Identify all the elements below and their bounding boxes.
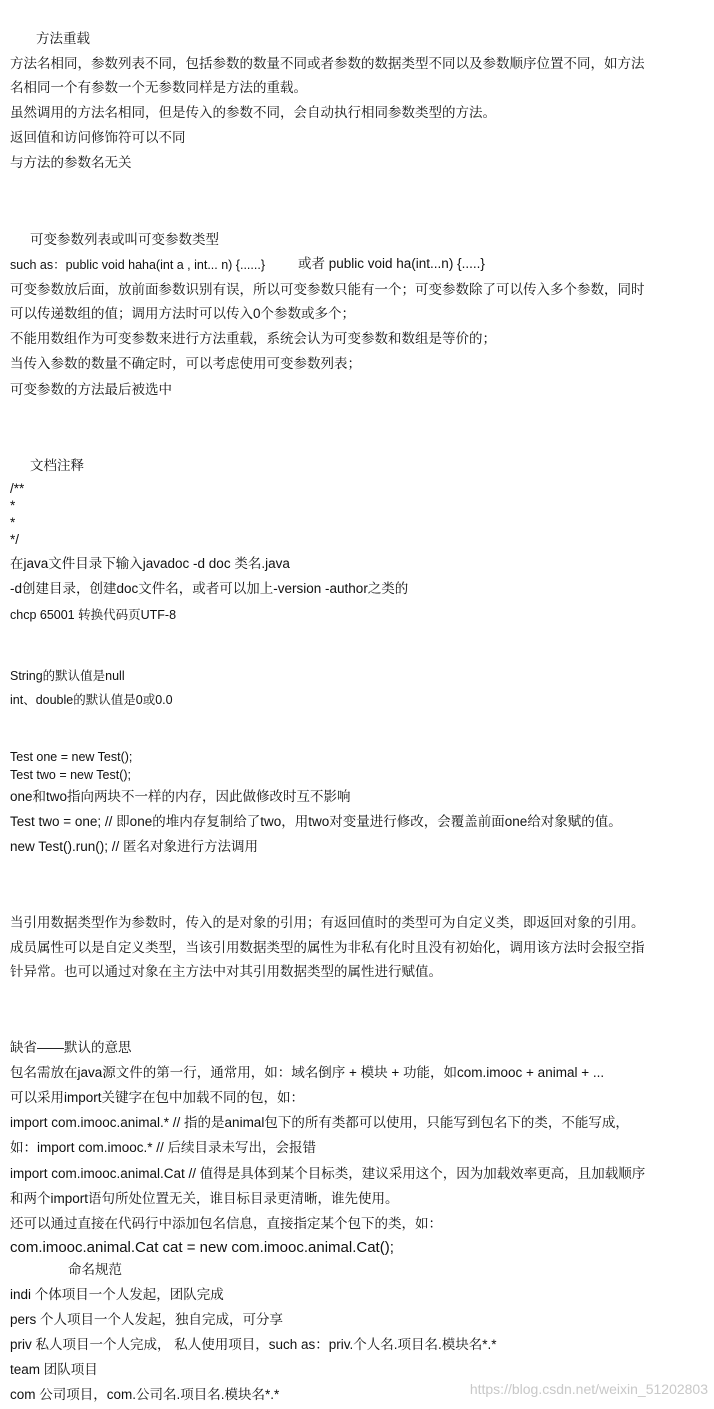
doc-comment-code: /**: [10, 481, 25, 496]
packages-line: 如：import com.imooc.* // 后续目录未写出，会报错: [10, 1140, 317, 1155]
varargs-line: 可变参数的方法最后被选中: [10, 382, 172, 397]
number-default-line: int、double的默认值是0或0.0: [10, 693, 173, 707]
packages-line: import com.imooc.animal.Cat // 值得是具体到某个目标类，建议采用这个，因为加载效率更高，且加载顺序: [10, 1166, 646, 1181]
javadoc-line: 在java文件目录下输入javadoc -d doc 类名.java: [10, 556, 290, 571]
packages-line: 包名需放在java源文件的第一行，通常用，如：域名倒序 + 模块 + 功能，如com.imooc + animal + ...: [10, 1065, 605, 1080]
string-default-line: String的默认值是null: [10, 669, 125, 683]
doc-comment-code: */: [10, 532, 20, 547]
naming-line: priv 私人项目一个人完成， 私人使用项目，such as：priv.个人名.项目名.模块名*.*: [10, 1337, 497, 1352]
overloading-heading: 方法重载: [36, 31, 90, 46]
d-option-line: -d创建目录，创建doc文件名，或者可以加上-version -author之类的: [10, 581, 409, 596]
overloading-line: 与方法的参数名无关: [10, 155, 132, 170]
varargs-line: 不能用数组作为可变参数来进行方法重载，系统会认为可变参数和数组是等价的；: [10, 331, 496, 346]
reference-line: 成员属性可以是自定义类型，当该引用数据类型的属性为非私有化时且没有初始化，调用该方法时会报空指: [10, 940, 645, 955]
objects-line: Test two = one; // 即one的堆内存复制给了two，用two对变量进行修改，会覆盖前面one给对象赋的值。: [10, 814, 622, 829]
overloading-line: 方法名相同，参数列表不同，包括参数的数量不同或者参数的数据类型不同以及参数顺序位置不同，如方法: [10, 56, 645, 71]
naming-line: pers 个人项目一个人发起，独自完成，可分享: [10, 1312, 284, 1327]
objects-line: Test two = new Test();: [10, 768, 131, 782]
overloading-line: 虽然调用的方法名相同，但是传入的参数不同，会自动执行相同参数类型的方法。: [10, 105, 496, 120]
doc-comment-code: *: [10, 515, 16, 530]
doc-comment-code: *: [10, 498, 16, 513]
varargs-line: 当传入参数的数量不确定时，可以考虑使用可变参数列表；: [10, 356, 361, 371]
overloading-line: 名相同一个有参数一个无参数同样是方法的重载。: [10, 80, 307, 95]
objects-line: Test one = new Test();: [10, 750, 133, 764]
packages-line: 和两个import语句所处位置无关，谁目标目录更清晰，谁先使用。: [10, 1191, 399, 1206]
naming-line: indi 个体项目一个人发起，团队完成: [10, 1287, 224, 1302]
objects-line: one和two指向两块不一样的内存，因此做修改时互不影响: [10, 789, 351, 804]
packages-line: 可以采用import关键字在包中加载不同的包，如：: [10, 1090, 305, 1105]
chcp-line: chcp 65001 转换代码页UTF-8: [10, 608, 177, 622]
packages-line: 还可以通过直接在代码行中添加包名信息，直接指定某个包下的类，如：: [10, 1216, 442, 1231]
naming-line: team 团队项目: [10, 1362, 98, 1377]
naming-heading: 命名规范: [68, 1262, 122, 1277]
varargs-line: 可变参数放后面，放前面参数识别有误，所以可变参数只能有一个；可变参数除了可以传入多个参数，同时: [10, 282, 645, 297]
varargs-heading: 可变参数列表或叫可变参数类型: [30, 232, 219, 247]
reference-line: 当引用数据类型作为参数时，传入的是对象的引用；有返回值时的类型可为自定义类，即返回对象的引用。: [10, 915, 645, 930]
varargs-example-b: 或者 public void ha(int...n) {.....}: [298, 256, 485, 271]
doc-comment-heading: 文档注释: [30, 458, 84, 473]
naming-line: com 公司项目，com.公司名.项目名.模块名*.*: [10, 1387, 280, 1402]
packages-line: 缺省——默认的意思: [10, 1040, 132, 1055]
overloading-line: 返回值和访问修饰符可以不同: [10, 130, 186, 145]
reference-line: 针异常。也可以通过对象在主方法中对其引用数据类型的属性进行赋值。: [10, 964, 442, 979]
objects-line: new Test().run(); // 匿名对象进行方法调用: [10, 839, 259, 854]
varargs-line: 可以传递数组的值；调用方法时可以传入0个参数或多个；: [10, 306, 356, 321]
watermark: https://blog.csdn.net/weixin_51202803: [469, 1381, 708, 1397]
varargs-example-a: such as：public void haha(int a , int... n) {......}: [10, 258, 265, 272]
packages-line: com.imooc.animal.Cat cat = new com.imooc.animal.Cat();: [10, 1239, 394, 1256]
packages-line: import com.imooc.animal.* // 指的是animal包下的所有类都可以使用，只能写到包名下的类，不能写成，: [10, 1115, 629, 1130]
